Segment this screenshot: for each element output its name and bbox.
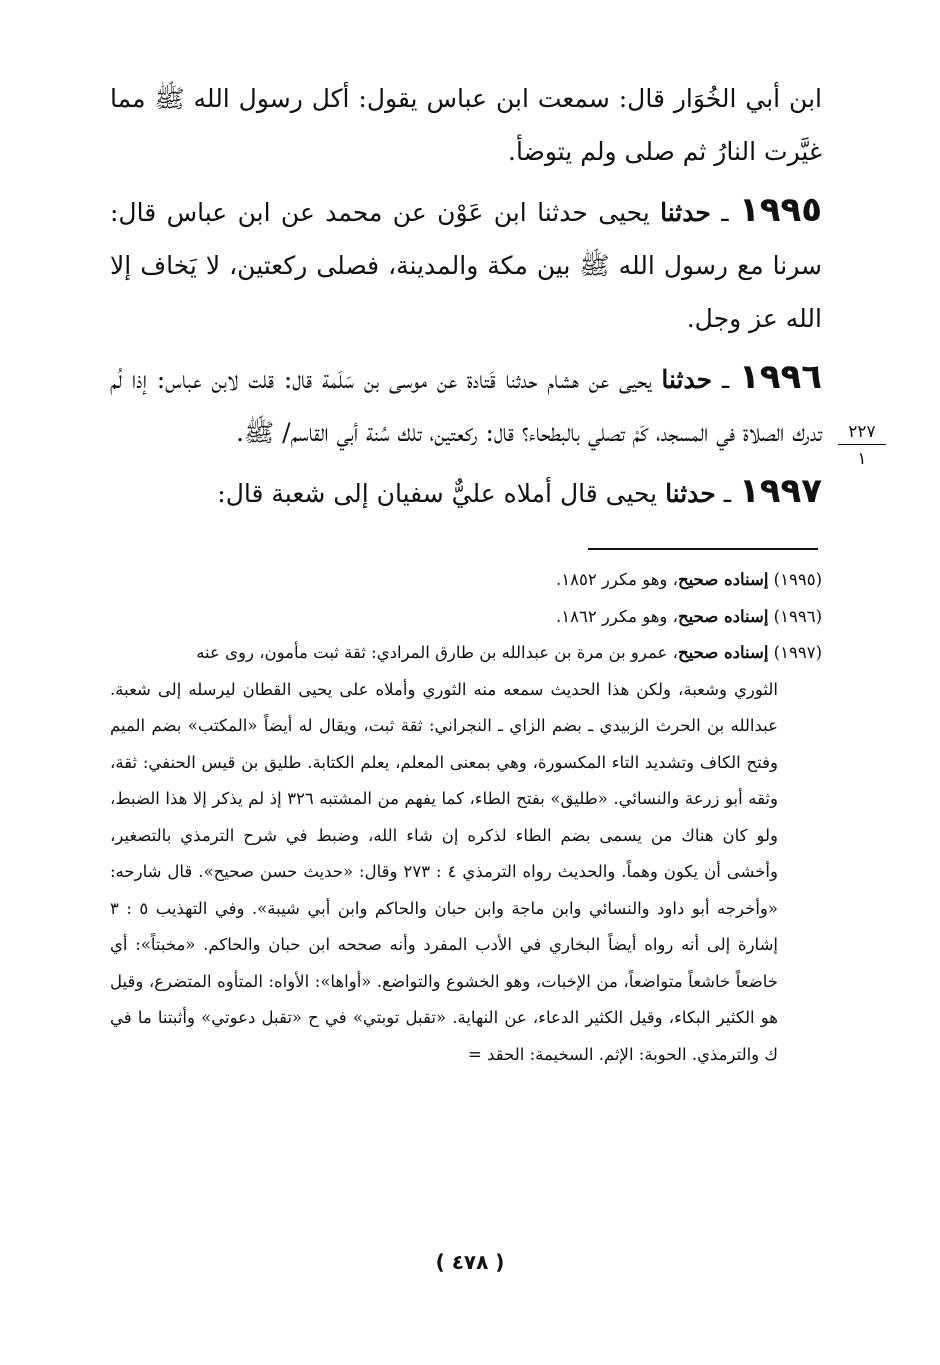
hadith-1997	[110, 465, 822, 520]
haddathana-keyword: حدثنا	[665, 479, 716, 508]
dash: ـ	[712, 365, 739, 394]
haddathana-keyword: حدثنا	[660, 198, 711, 227]
margin-reference-bottom: ١	[857, 449, 867, 469]
dash: ـ	[710, 198, 739, 227]
hadith-1995	[110, 184, 822, 345]
haddathana-keyword: حدثنا	[661, 365, 713, 394]
hadith-number: ١٩٩٦	[738, 357, 822, 397]
footnote-1997	[110, 635, 822, 672]
hadith-number: ١٩٩٧	[738, 471, 822, 511]
hadith-text: يحيى حدثنا ابن عَوْن عن محمد عن ابن عباس قال: سرنا مع رسول الله ﷺ بين مكة والمدينة، فصلى ركعتين، لا يَخاف إلا الله عز وجل.	[110, 198, 822, 333]
footnote-text: ، وهو مكرر ١٨٦٢.	[555, 606, 678, 626]
footnote-1996	[110, 599, 822, 636]
main-text	[110, 72, 822, 520]
hadith-number: ١٩٩٥	[739, 190, 823, 230]
continuation-paragraph: ابن أبي الخُوَار قال: سمعت ابن عباس يقول: أكل رسول الله ﷺ مما غيَّرت النارُ ثم صلى ولم يتوضأ.	[110, 84, 822, 166]
footnote-1997-continuation: الثوري وشعبة، ولكن هذا الحديث سمعه منه الثوري وأملاه على يحيى القطان ليرسله إلى شعبة. عبدالله بن الحرث الزبيدي ـ بضم الزاي ـ النجراني: ثقة ثبت، ويقال له أيضاً «المكتب» بضم الميم وفتح الكاف وتشديد التاء المكسورة، وهي بمعنى المعلم، يعلم الكتابة. طليق بن قيس الحنفي: ثقة، وثقه أبو زرعة والنسائي. «طليق» بفتح الطاء، كما يفهم من المشتبه ٣٢٦ إذ لم يذكر إلا هذا الضبط، ولو كان هناك من يسمى بضم الطاء لذكره إن شاء الله، وضبط في شرح الترمذي بالتصغير، وأخشى أن يكون وهماً. والحديث رواه الترمذي ٤ : ٢٧٣ وقال: «حديث حسن صحيح». قال شارحه: «وأخرجه أبو داود والنسائي وابن ماجة وابن حبان والحاكم وابن أبي شيبة». وفي التهذيب ٥ : ٣ إشارة إلى أنه رواه أيضاً البخاري في الأدب المفرد وأنه صححه ابن حبان والحاكم. «مخبتاً»: أي خاضعاً خاشعاً متواضعاً، من الإخبات، وهو الخشوع والتواضع. «أواها»: الأواه: المتأوه المتضرع، وقيل هو الكثير البكاء، وقيل الكثير الدعاء، عن النهاية. «تقبل توبتي» في ح «تقبل دعوتي» وأثبتنا ما في ك والترمذي. الحوبة: الإثم. السخيمة: الحقد =	[110, 679, 778, 1064]
margin-page-reference	[838, 422, 886, 469]
hadith-text: يحيى عن هشام حدثنا قَتادة عن موسى بن سَلَمة قال: قلت لابن عباس: إذا لُم تدرك الصلاة في المسجد، كَمْ تصلي بالبطحاء؟ قال: ركعتين، تلك سُنة أبي القاسم/ ﷺ.	[110, 365, 822, 447]
hadith-1996	[110, 351, 822, 459]
hadith-text: يحيى قال أملاه عليٌّ سفيان إلى شعبة قال:	[217, 479, 666, 508]
footnote-text: ، عمرو بن مرة بن عبدالله بن طارق المرادي: ثقة ثبت مأمون، روى عنه	[196, 643, 678, 662]
dash: ـ	[715, 479, 739, 508]
footnotes	[110, 562, 822, 1073]
footnote-1995	[110, 562, 822, 599]
page-number: ( ٤٧٨ )	[435, 1250, 505, 1274]
footnote-grading: إسناده صحيح	[677, 606, 769, 626]
footnote-ref: (١٩٩٧)	[773, 643, 822, 662]
footnote-text: ، وهو مكرر ١٨٥٢.	[555, 570, 678, 589]
footnote-separator	[588, 548, 818, 550]
footnote-ref: (١٩٩٥)	[773, 570, 822, 589]
margin-reference-top: ٢٢٧	[838, 422, 886, 445]
footnote-ref: (١٩٩٦)	[773, 606, 822, 626]
footnote-grading: إسناده صحيح	[677, 643, 769, 662]
footnote-grading: إسناده صحيح	[677, 570, 769, 589]
